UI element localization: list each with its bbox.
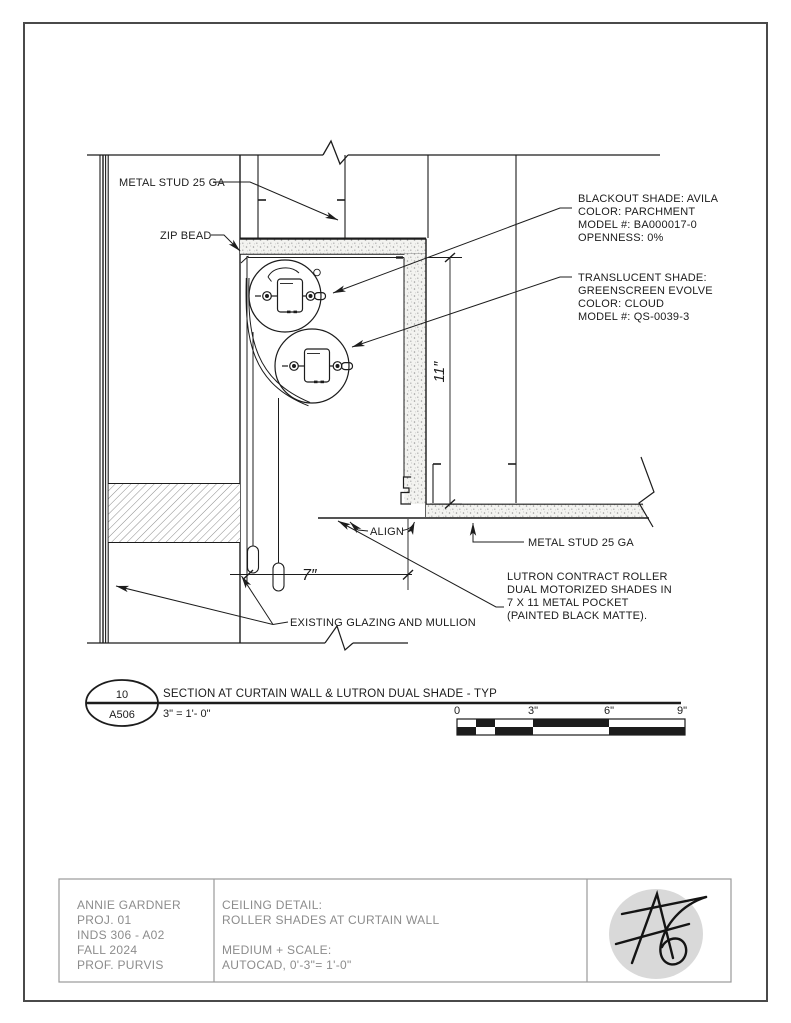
blackout-hembar: [248, 546, 259, 573]
pocket-top-band: [240, 239, 426, 263]
leader-lutron: [338, 521, 504, 607]
dim-text-11: 11″: [431, 361, 448, 383]
label-existing-glazing: EXISTING GLAZING AND MULLION: [290, 617, 476, 629]
leader-mullion: [242, 576, 274, 625]
title-block: [59, 879, 731, 982]
course-number: INDS 306 - A02: [77, 928, 165, 942]
pocket-right-band: [401, 239, 426, 517]
translucent-line-2: GREENSCREEN EVOLVE: [578, 285, 713, 297]
callout-scale: 3" = 1'- 0": [163, 708, 211, 720]
blackout-roller: [249, 260, 326, 332]
author-name: ANNIE GARDNER: [77, 898, 181, 912]
graphic-scale-bar: [454, 705, 687, 735]
logo-monogram: [609, 889, 706, 979]
label-lutron: [507, 571, 672, 622]
scale-tick-0: 0: [454, 705, 461, 717]
shade-fabric: [246, 278, 310, 591]
scale-tick-3: 3": [527, 705, 539, 717]
sheet-title-line-1: CEILING DETAIL:: [222, 898, 323, 912]
bottom-break-line: [87, 626, 408, 650]
callout-detail-number: 10: [115, 689, 129, 701]
label-metal-stud-top: METAL STUD 25 GA: [119, 177, 225, 189]
mullion-hatch-block: [108, 484, 240, 543]
translucent-line-1: TRANSLUCENT SHADE:: [578, 272, 707, 284]
medium-label: MEDIUM + SCALE:: [222, 943, 332, 957]
translucent-line-4: MODEL #: QS-0039-3: [578, 311, 690, 323]
leader-translucent: [352, 277, 572, 347]
sheet-title-line-2: ROLLER SHADES AT CURTAIN WALL: [222, 913, 440, 927]
label-metal-stud-bottom: METAL STUD 25 GA: [528, 537, 634, 549]
leader-glazing: [116, 586, 288, 625]
professor: PROF. PURVIS: [77, 958, 164, 972]
top-break-line: [87, 141, 660, 164]
ceiling-band: [318, 457, 654, 527]
leader-align-left: [350, 522, 368, 531]
leader-metal-stud-top: [213, 182, 338, 220]
medium-value: AUTOCAD, 0'-3"= 1'-0": [222, 958, 352, 972]
glazing-lines: [100, 155, 108, 643]
lutron-line-2: DUAL MOTORIZED SHADES IN: [507, 584, 672, 596]
label-blackout-shade: [578, 193, 719, 244]
label-zip-bead: ZIP BEAD: [160, 230, 212, 242]
leader-zip-bead: [211, 235, 240, 251]
ceiling-studs: [433, 155, 516, 503]
title-block-middle: [222, 898, 439, 972]
blackout-line-4: OPENNESS: 0%: [578, 232, 664, 244]
lutron-line-3: 7 X 11 METAL POCKET: [507, 597, 629, 609]
translucent-roller: [275, 329, 353, 403]
term: FALL 2024: [77, 943, 138, 957]
callout-sheet-number: A506: [109, 709, 135, 721]
leader-metal-stud-bottom: [473, 523, 524, 542]
scale-tick-6: 6": [603, 705, 615, 717]
blackout-line-1: BLACKOUT SHADE: AVILA: [578, 193, 719, 205]
translucent-line-3: COLOR: CLOUD: [578, 298, 665, 310]
blackout-line-2: COLOR: PARCHMENT: [578, 206, 696, 218]
lutron-line-4: (PAINTED BLACK MATTE).: [507, 610, 648, 622]
label-align: ALIGN: [370, 526, 405, 538]
scale-tick-9: 9": [676, 705, 687, 717]
scale-bar-blocks: [457, 719, 685, 735]
translucent-hembar: [273, 563, 284, 591]
lutron-line-1: LUTRON CONTRACT ROLLER: [507, 571, 668, 583]
callout-title: SECTION AT CURTAIN WALL & LUTRON DUAL SHADE - TYP: [163, 688, 497, 700]
dim-text-7: 7″: [302, 567, 317, 584]
project-number: PROJ. 01: [77, 913, 132, 927]
blackout-line-3: MODEL #: BA000017-0: [578, 219, 697, 231]
label-translucent-shade: [578, 272, 713, 323]
title-block-left: [77, 898, 181, 972]
